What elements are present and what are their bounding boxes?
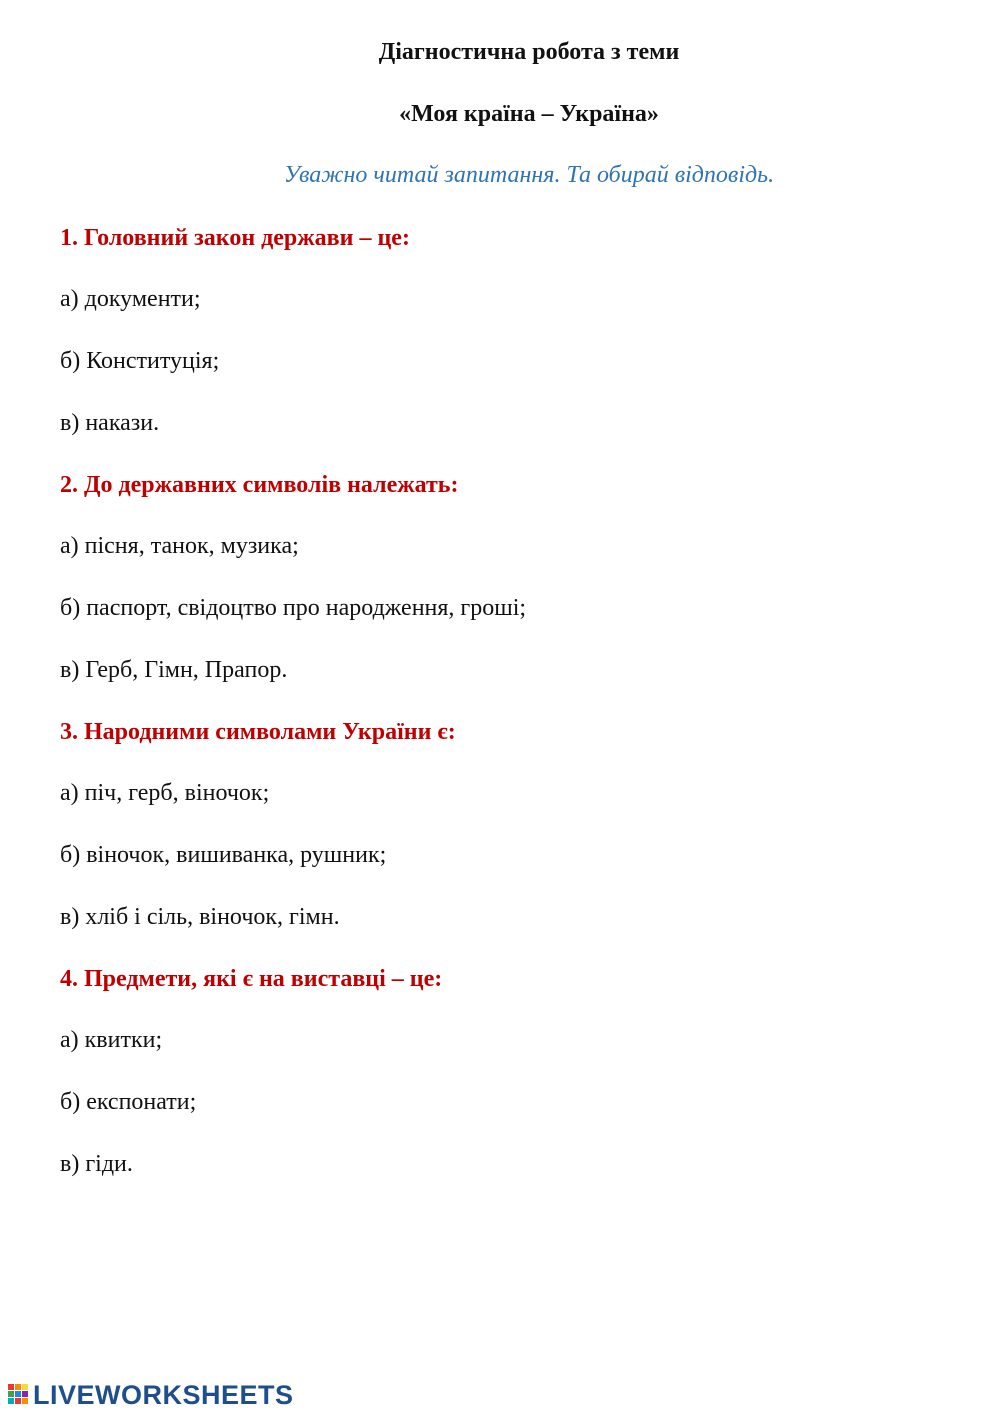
worksheet-title: Діагностична робота з теми [378, 39, 680, 65]
liveworksheets-logo-icon [8, 1384, 30, 1406]
question-1: 1. Головний закон держави – це: [60, 225, 410, 251]
question-1-option-c: в) накази. [60, 410, 160, 436]
liveworksheets-logo[interactable] [8, 1380, 294, 1410]
question-2-option-a: а) пісня, танок, музика; [60, 533, 299, 559]
question-4-option-a: а) квитки; [60, 1027, 163, 1053]
question-3-option-a: а) піч, герб, віночок; [60, 780, 270, 806]
instruction-text: Уважно читай запитання. Та обирай відповідь. [283, 162, 775, 188]
question-2: 2. До державних символів належать: [60, 472, 459, 498]
question-3: 3. Народними символами України є: [60, 719, 456, 745]
question-2-option-b: б) паспорт, свідоцтво про народження, гроші; [60, 595, 527, 621]
question-4: 4. Предмети, які є на виставці – це: [60, 966, 443, 992]
question-3-option-b: б) віночок, вишиванка, рушник; [60, 842, 387, 868]
question-1-option-b: б) Конституція; [60, 348, 220, 374]
liveworksheets-logo-text: LIVEWORKSHEETS [33, 1380, 294, 1410]
question-4-option-b: б) експонати; [60, 1089, 197, 1115]
worksheet-subtitle: «Моя країна – Україна» [399, 101, 659, 127]
question-1-option-a: а) документи; [60, 286, 201, 312]
question-3-option-c: в) хліб і сіль, віночок, гімн. [60, 904, 340, 930]
question-4-option-c: в) гіди. [60, 1151, 133, 1177]
question-2-option-c: в) Герб, Гімн, Прапор. [60, 657, 288, 683]
